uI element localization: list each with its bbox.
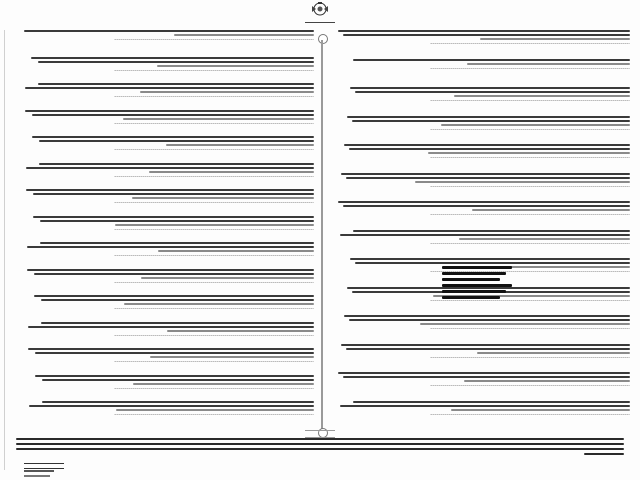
text-line [338, 372, 630, 374]
entry-item [16, 295, 314, 311]
text-line [25, 110, 314, 112]
text-line [116, 409, 314, 411]
entry-separator [430, 186, 630, 187]
bold-text-line [442, 266, 512, 269]
text-line [343, 34, 630, 36]
entry-item [332, 372, 630, 388]
text-line [28, 326, 314, 328]
entry-separator [114, 255, 314, 256]
entry-item [16, 136, 314, 152]
bold-text-line [442, 272, 506, 275]
text-line [350, 258, 630, 260]
text-line [132, 197, 314, 199]
text-line [42, 401, 314, 403]
entry-separator [430, 68, 630, 69]
entry-separator [114, 96, 314, 97]
text-line [343, 205, 630, 207]
entry-item [16, 110, 314, 126]
text-line [31, 57, 314, 59]
text-line [41, 322, 314, 324]
text-line [340, 405, 630, 407]
entry-item [16, 57, 314, 73]
entry-separator [430, 357, 630, 358]
text-line [35, 375, 314, 377]
entry-item [332, 401, 630, 417]
text-line [415, 181, 630, 183]
text-line [428, 152, 630, 154]
text-line [341, 173, 630, 175]
entry-separator [114, 123, 314, 124]
text-line [158, 250, 314, 252]
left-column [16, 30, 314, 435]
text-line [344, 315, 630, 317]
entry-separator [114, 149, 314, 150]
footer-paragraph [16, 438, 626, 458]
text-line [35, 352, 314, 354]
text-line [115, 224, 314, 226]
bold-text-block [442, 266, 512, 302]
entry-item [332, 315, 630, 331]
entry-item [332, 344, 630, 360]
text-line [480, 38, 630, 40]
entry-separator [114, 388, 314, 389]
text-line [38, 83, 314, 85]
footer-text-line [16, 443, 624, 445]
entry-item [332, 201, 630, 217]
text-line [338, 201, 630, 203]
entry-item [332, 144, 630, 160]
entry-item [16, 189, 314, 205]
right-column [332, 30, 630, 435]
text-line [40, 242, 314, 244]
text-line [441, 124, 630, 126]
text-line [28, 348, 314, 350]
text-line [472, 209, 630, 211]
text-line [38, 61, 314, 63]
entry-separator [114, 308, 314, 309]
text-line [33, 193, 314, 195]
text-line [349, 148, 630, 150]
text-line [341, 344, 630, 346]
text-line [25, 87, 314, 89]
text-line [39, 140, 314, 142]
text-line [347, 116, 630, 118]
text-line [157, 65, 314, 67]
text-line [27, 269, 314, 271]
text-line [40, 220, 314, 222]
entry-item [16, 348, 314, 364]
text-line [353, 230, 630, 232]
text-line [459, 238, 630, 240]
text-line [340, 234, 630, 236]
document-header [270, 2, 370, 28]
text-line [32, 136, 314, 138]
stamp-icon [24, 462, 64, 469]
entry-separator [430, 385, 630, 386]
entry-item [332, 230, 630, 246]
signature-line [24, 470, 54, 472]
text-line [34, 273, 314, 275]
text-line [133, 383, 314, 385]
entry-item [16, 269, 314, 285]
text-line [33, 216, 314, 218]
text-line [39, 163, 314, 165]
entry-item [16, 30, 314, 42]
text-line [27, 246, 314, 248]
text-line [123, 118, 314, 120]
entry-item [16, 163, 314, 179]
footer-text-line [16, 438, 624, 440]
text-line [343, 376, 630, 378]
entry-item [16, 322, 314, 338]
text-line [464, 380, 630, 382]
bottom-seal [305, 430, 335, 438]
text-line [353, 401, 630, 403]
text-line [34, 295, 314, 297]
entry-separator [114, 335, 314, 336]
bold-text-line [442, 284, 512, 287]
text-line [26, 167, 314, 169]
entry-item [332, 173, 630, 189]
entry-separator [430, 43, 630, 44]
text-line [346, 177, 630, 179]
text-line [141, 277, 314, 279]
text-line [349, 319, 630, 321]
divider-cap-top [318, 34, 328, 44]
entry-separator [114, 414, 314, 415]
text-line [42, 379, 314, 381]
text-line [344, 144, 630, 146]
entry-separator [114, 282, 314, 283]
text-line [124, 303, 314, 305]
entry-item [16, 83, 314, 99]
text-line [346, 348, 630, 350]
entry-item [16, 216, 314, 232]
entry-item [332, 30, 630, 46]
text-line [477, 352, 630, 354]
entry-item [332, 116, 630, 132]
entry-separator [114, 202, 314, 203]
text-line [451, 409, 630, 411]
text-line [420, 323, 630, 325]
stamp-box [24, 463, 64, 469]
entry-separator [114, 70, 314, 71]
text-line [355, 262, 630, 264]
column-divider [321, 40, 323, 435]
text-line [467, 63, 630, 65]
entry-item [16, 242, 314, 258]
entry-item [16, 401, 314, 417]
text-line [41, 299, 314, 301]
page-margin-line [4, 30, 5, 470]
text-line [140, 91, 314, 93]
entry-separator [114, 176, 314, 177]
text-line [32, 114, 314, 116]
entry-separator [430, 157, 630, 158]
coat-of-arms-icon [310, 2, 330, 16]
text-line [149, 171, 314, 173]
text-line [352, 120, 630, 122]
entry-separator [430, 328, 630, 329]
entry-item [16, 375, 314, 391]
entry-item [332, 87, 630, 103]
bold-text-line [442, 278, 500, 281]
text-line [29, 405, 314, 407]
entry-separator [430, 414, 630, 415]
entry-separator [430, 243, 630, 244]
signature-line-secondary [24, 475, 50, 477]
text-line [167, 330, 314, 332]
text-line [355, 91, 630, 93]
entry-separator [114, 39, 314, 40]
entry-separator [430, 100, 630, 101]
text-line [338, 30, 630, 32]
footer-text-line [16, 448, 624, 450]
text-line [454, 95, 630, 97]
text-line [166, 144, 314, 146]
entry-separator [114, 361, 314, 362]
entry-separator [114, 229, 314, 230]
footer-text-line [584, 453, 624, 455]
header-rule [305, 22, 335, 23]
text-line [24, 30, 314, 32]
text-line [150, 356, 314, 358]
entry-item [332, 59, 630, 71]
text-line [353, 59, 630, 61]
text-line [26, 189, 314, 191]
entry-separator [430, 129, 630, 130]
bold-text-line [442, 290, 506, 293]
entry-separator [430, 214, 630, 215]
text-line [174, 34, 314, 36]
text-line [350, 87, 630, 89]
bold-text-line [442, 296, 500, 299]
